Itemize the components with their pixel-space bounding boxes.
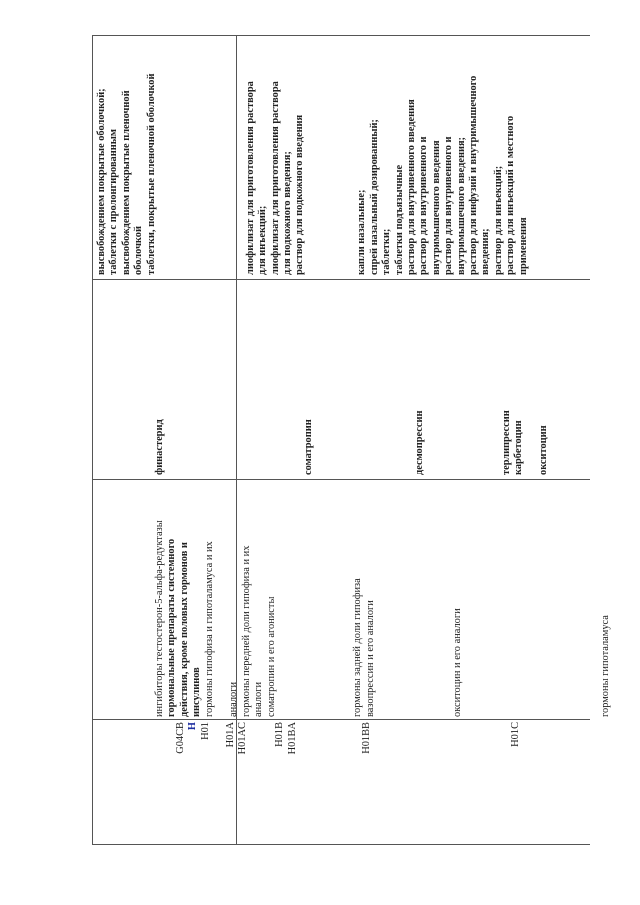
- group-name-line: гормоны задней доли гипофиза: [352, 578, 364, 717]
- drug-name-spacer: [476, 270, 488, 475]
- group-name-line: действия, кроме половых гормонов и: [178, 542, 190, 717]
- drug-name-spacer: [179, 270, 191, 475]
- dosage-form-spacer: [332, 35, 344, 275]
- dosage-form-line: таблетки с пролонгированным: [108, 129, 120, 275]
- drug-name-spacer: [389, 270, 401, 475]
- drug-name-spacer: [204, 270, 216, 475]
- atc-code-spacer: [473, 722, 485, 837]
- group-name-line: инсулинов: [191, 667, 203, 717]
- drug-name-spacer: [526, 270, 538, 475]
- atc-code-spacer: [398, 722, 410, 837]
- drug-name-spacer: [365, 270, 377, 475]
- dosage-form-spacer: [183, 35, 195, 275]
- group-name-spacer: [563, 357, 575, 717]
- atc-code-column: [175, 722, 522, 837]
- group-name-line: аналоги: [228, 681, 240, 717]
- group-name-line: аналоги: [253, 681, 265, 717]
- drug-name-line: десмопрессин: [414, 410, 426, 475]
- dosage-form-line: внутримышечного введения: [430, 140, 442, 275]
- dosage-form-spacer: [344, 35, 356, 275]
- dosage-form-column: [96, 35, 530, 275]
- dosage-form-line: применения: [517, 217, 529, 275]
- dosage-form-spacer: [319, 35, 331, 275]
- atc-code-spacer: [386, 722, 398, 837]
- dosage-form-line: раствор для внутривенного и: [418, 136, 430, 275]
- atc-code-spacer: [460, 722, 472, 837]
- drug-name-spacer: [451, 270, 463, 475]
- dosage-form-line: раствор для инъекций;: [492, 165, 504, 275]
- table-top-rule: [92, 35, 93, 845]
- atc-code-spacer: [423, 722, 435, 837]
- dosage-form-line: раствор для подкожного введения: [294, 114, 306, 275]
- group-name-line: гормоны гипофиза и гипоталамуса и их: [203, 541, 215, 717]
- dosage-form-spacer: [208, 35, 220, 275]
- group-name-line: гормональные препараты системного: [166, 538, 178, 717]
- dosage-form-spacer: [195, 35, 207, 275]
- drug-name-spacer: [439, 270, 451, 475]
- dosage-form-spacer: [307, 35, 319, 275]
- column-divider-code: [92, 719, 590, 720]
- drug-name-spacer: [278, 270, 290, 475]
- dosage-form-line: лиофилизат для приготовления раствора: [269, 81, 281, 275]
- drug-name-spacer: [464, 270, 476, 475]
- atc-code: H01A: [224, 722, 236, 748]
- drug-name-spacer: [427, 270, 439, 475]
- drug-name-spacer: [290, 270, 302, 475]
- atc-code-spacer: [262, 722, 274, 837]
- drug-name-line: карбетоцин: [513, 420, 525, 475]
- atc-code-spacer: [324, 722, 336, 837]
- dosage-form-line: раствор для инъекций и местного: [505, 115, 517, 275]
- group-name-line: гормоны гипоталамуса: [600, 615, 612, 717]
- atc-code-spacer: [249, 722, 261, 837]
- atc-code: H01BB: [360, 722, 372, 754]
- drug-name-spacer: [253, 270, 265, 475]
- dosage-form-line: для подкожного введения;: [281, 151, 293, 275]
- dosage-form-line: введения;: [480, 228, 492, 275]
- atc-code: H01B: [274, 722, 286, 747]
- group-name-line: гормоны передней доли гипофиза и их: [240, 545, 252, 717]
- dosage-form-line: таблетки подъязычные: [393, 164, 405, 275]
- dosage-form-line: спрей назальный дозированный;: [368, 119, 380, 275]
- group-name-spacer: [551, 357, 563, 717]
- drug-name-spacer: [377, 270, 389, 475]
- dosage-form-spacer: [232, 35, 244, 275]
- drug-name-spacer: [352, 270, 364, 475]
- atc-code-spacer: [336, 722, 348, 837]
- group-name-spacer: [575, 357, 587, 717]
- atc-code: H01BA: [286, 722, 298, 755]
- drug-name-spacer: [489, 270, 501, 475]
- atc-code: G04CB: [175, 722, 186, 754]
- atc-code-spacer: [373, 722, 385, 837]
- drug-name-spacer: [166, 270, 178, 475]
- group-name-line: вазопрессин и его аналоги: [364, 600, 376, 717]
- drug-name-spacer: [340, 270, 352, 475]
- group-name-spacer: [588, 357, 600, 717]
- atc-code-spacer: [311, 722, 323, 837]
- drug-name-line: окситоцин: [538, 425, 550, 475]
- atc-code-spacer: [349, 722, 361, 837]
- rotated-table: [92, 35, 612, 845]
- dosage-form-spacer: [170, 35, 182, 275]
- atc-code-spacer: [435, 722, 447, 837]
- atc-code: H01C: [509, 722, 521, 747]
- drug-name-line: терлипрессин: [500, 410, 512, 475]
- dosage-form-line: лиофилизат для приготовления раствора: [244, 81, 256, 275]
- drug-name-spacer: [328, 270, 340, 475]
- atc-code: H01: [199, 722, 211, 740]
- dosage-form-line: внутримышечного введения;: [455, 136, 467, 275]
- dosage-form-line: раствор для внутривенного и: [443, 136, 455, 275]
- drug-name-spacer: [315, 270, 327, 475]
- group-name-line: соматропин и его агонисты: [265, 596, 277, 717]
- drug-name-spacer: [228, 270, 240, 475]
- table-left-rule: [92, 844, 590, 845]
- dosage-form-line: раствор для внутривенного введения: [405, 99, 417, 275]
- drug-name-line: соматропин: [302, 419, 314, 475]
- drug-name-column: [154, 270, 551, 475]
- atc-code: H01AC: [237, 722, 249, 755]
- dosage-form-line: для инъекций;: [257, 205, 269, 275]
- drug-name-spacer: [216, 270, 228, 475]
- dosage-form-line: таблетки, покрытые пленочной оболочкой: [145, 73, 157, 275]
- dosage-form-line: оболочкой: [133, 226, 145, 275]
- dosage-form-line: таблетки;: [381, 228, 393, 275]
- dosage-form-line: раствор для инфузий и внутримышечного: [468, 75, 480, 275]
- drug-name-spacer: [241, 270, 253, 475]
- drug-name-spacer: [191, 270, 203, 475]
- atc-code-spacer: [497, 722, 509, 837]
- atc-code-spacer: [212, 722, 224, 837]
- atc-code: H: [187, 722, 199, 731]
- dosage-form-spacer: [158, 35, 170, 275]
- dosage-form-spacer: [220, 35, 232, 275]
- drug-name-line: финастерид: [154, 419, 165, 475]
- group-name-line: окситоцин и его аналоги: [451, 608, 463, 717]
- group-name-line: ингибиторы тестостерон-5-альфа-редуктазы: [154, 520, 165, 717]
- atc-code-spacer: [448, 722, 460, 837]
- drug-name-spacer: [266, 270, 278, 475]
- dosage-form-line: капли назальные;: [356, 189, 368, 275]
- drug-name-spacer: [402, 270, 414, 475]
- dosage-form-line: высвобождением покрытые оболочкой;: [96, 88, 107, 275]
- dosage-form-line: высвобождением покрытые пленочной: [120, 90, 132, 275]
- atc-code-spacer: [299, 722, 311, 837]
- atc-code-spacer: [411, 722, 423, 837]
- atc-code-spacer: [485, 722, 497, 837]
